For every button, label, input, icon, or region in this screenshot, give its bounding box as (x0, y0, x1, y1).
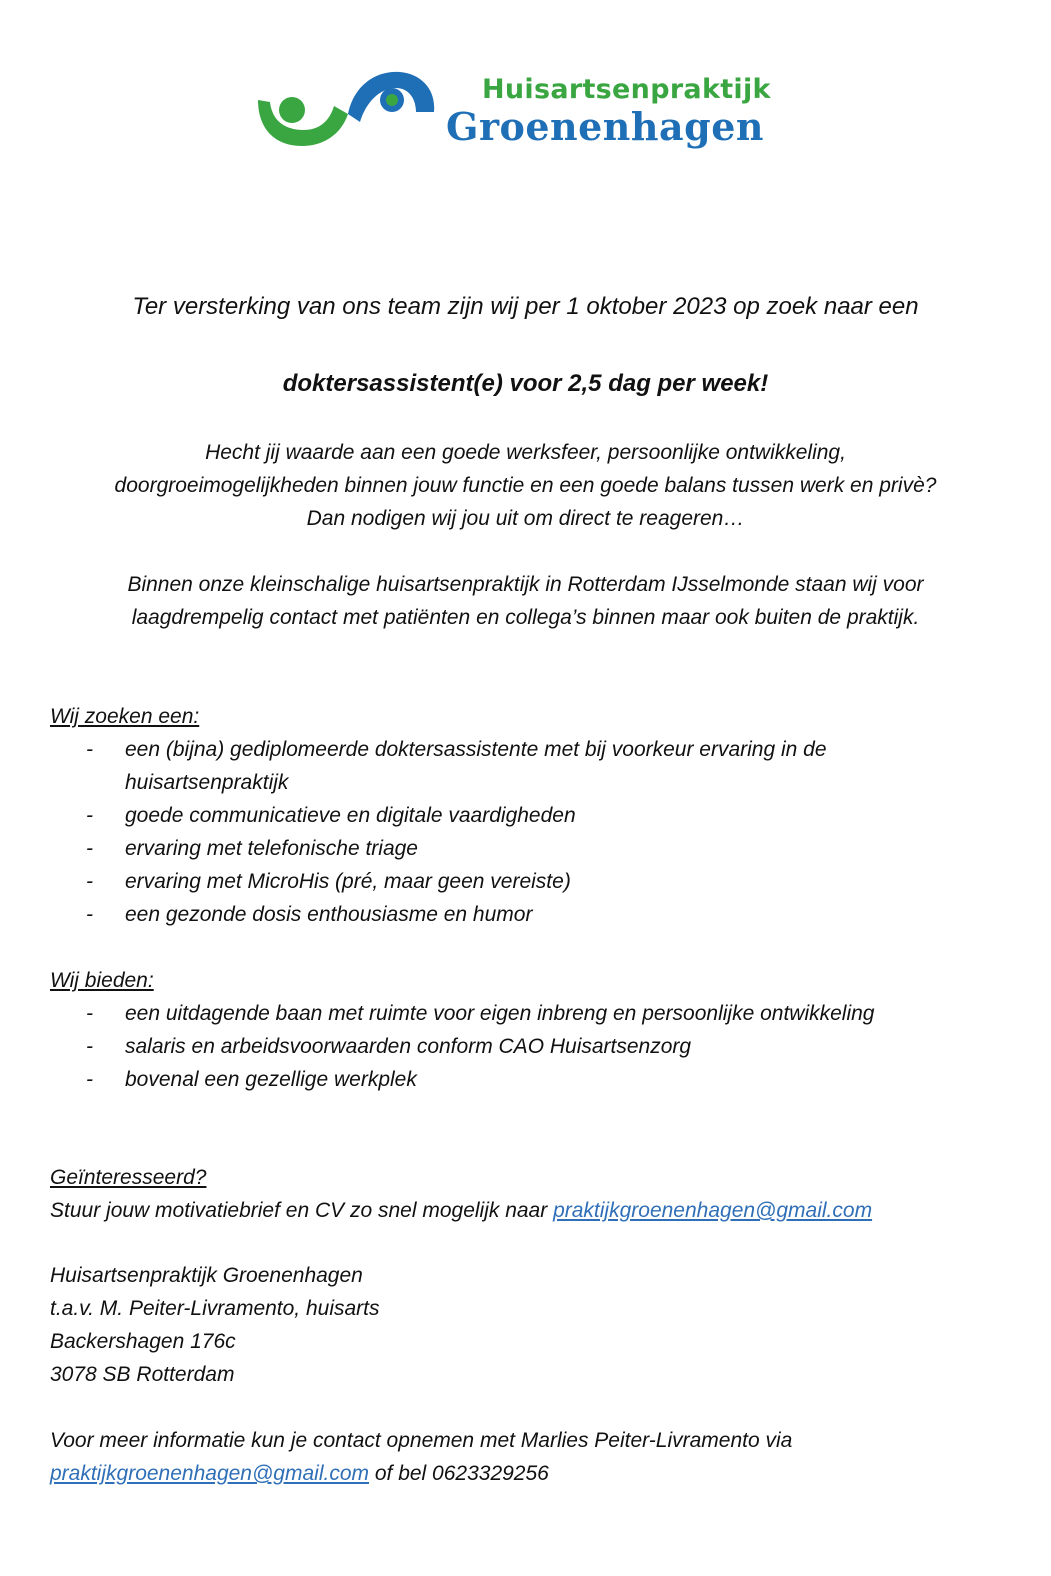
logo-mark-icon (250, 66, 440, 156)
paragraph-line: Hecht jij waarde aan een goede werksfeer, persoonlijke ontwikkeling, (205, 441, 846, 464)
list-item: salaris en arbeidsvoorwaarden conform CAO Huisartsenzorg (125, 1035, 692, 1058)
list-item: goede communicatieve en digitale vaardigheden (125, 804, 576, 827)
address-line: Backershagen 176c (50, 1330, 236, 1353)
job-headline: doktersassistent(e) voor 2,5 dag per week! (282, 370, 769, 397)
seeking-heading: Wij zoeken een: (50, 705, 200, 728)
list-marker: - (86, 804, 93, 827)
apply-heading: Geïnteresseerd? (50, 1166, 207, 1189)
practice-paragraph (0, 568, 1051, 634)
list-marker: - (86, 738, 93, 761)
address-line: Huisartsenpraktijk Groenenhagen (50, 1264, 363, 1287)
intro-text: Ter versterking van ons team zijn wij per 1 oktober 2023 op zoek naar een (132, 293, 919, 320)
list-marker: - (86, 903, 93, 926)
contact-text: Voor meer informatie kun je contact opnemen met Marlies Peiter-Livramento via (50, 1429, 793, 1452)
address-line: t.a.v. M. Peiter-Livramento, huisarts (50, 1297, 380, 1320)
logo-line-1: Huisartsenpraktijk (482, 74, 771, 105)
list-marker: - (86, 870, 93, 893)
logo-line-2: Groenenhagen (446, 104, 765, 149)
intro-paragraph (0, 436, 1051, 535)
list-marker: - (86, 837, 93, 860)
list-item: ervaring met telefonische triage (125, 837, 418, 860)
paragraph-line: Binnen onze kleinschalige huisartsenpraktijk in Rotterdam IJsselmonde staan wij voor (127, 573, 924, 596)
apply-text: Stuur jouw motivatiebrief en CV zo snel mogelijk naar (50, 1199, 548, 1222)
practice-logo (250, 66, 810, 156)
list-marker: - (86, 1068, 93, 1091)
list-item: een gezonde dosis enthousiasme en humor (125, 903, 533, 926)
apply-email-link[interactable]: praktijkgroenenhagen@gmail.com (553, 1199, 873, 1222)
contact-phone: of bel 0623329256 (374, 1462, 549, 1485)
list-item: een (bijna) gediplomeerde doktersassistente met bij voorkeur ervaring in de (125, 738, 827, 761)
list-item-continuation: huisartsenpraktijk (125, 771, 289, 794)
apply-line (50, 1194, 872, 1227)
contact-line (50, 1457, 549, 1490)
paragraph-line: Dan nodigen wij jou uit om direct te reageren… (306, 507, 745, 530)
address-line: 3078 SB Rotterdam (50, 1363, 235, 1386)
paragraph-line: doorgroeimogelijkheden binnen jouw functie en een goede balans tussen werk en privè? (114, 474, 937, 497)
list-marker: - (86, 1035, 93, 1058)
list-item: ervaring met MicroHis (pré, maar geen vereiste) (125, 870, 571, 893)
offering-heading: Wij bieden: (50, 969, 154, 992)
list-marker: - (86, 1002, 93, 1025)
list-item: een uitdagende baan met ruimte voor eigen inbreng en persoonlijke ontwikkeling (125, 1002, 875, 1025)
list-item: bovenal een gezellige werkplek (125, 1068, 417, 1091)
paragraph-line: laagdrempelig contact met patiënten en collega’s binnen maar ook buiten de praktijk. (131, 606, 920, 629)
contact-email-link[interactable]: praktijkgroenenhagen@gmail.com (50, 1462, 369, 1485)
